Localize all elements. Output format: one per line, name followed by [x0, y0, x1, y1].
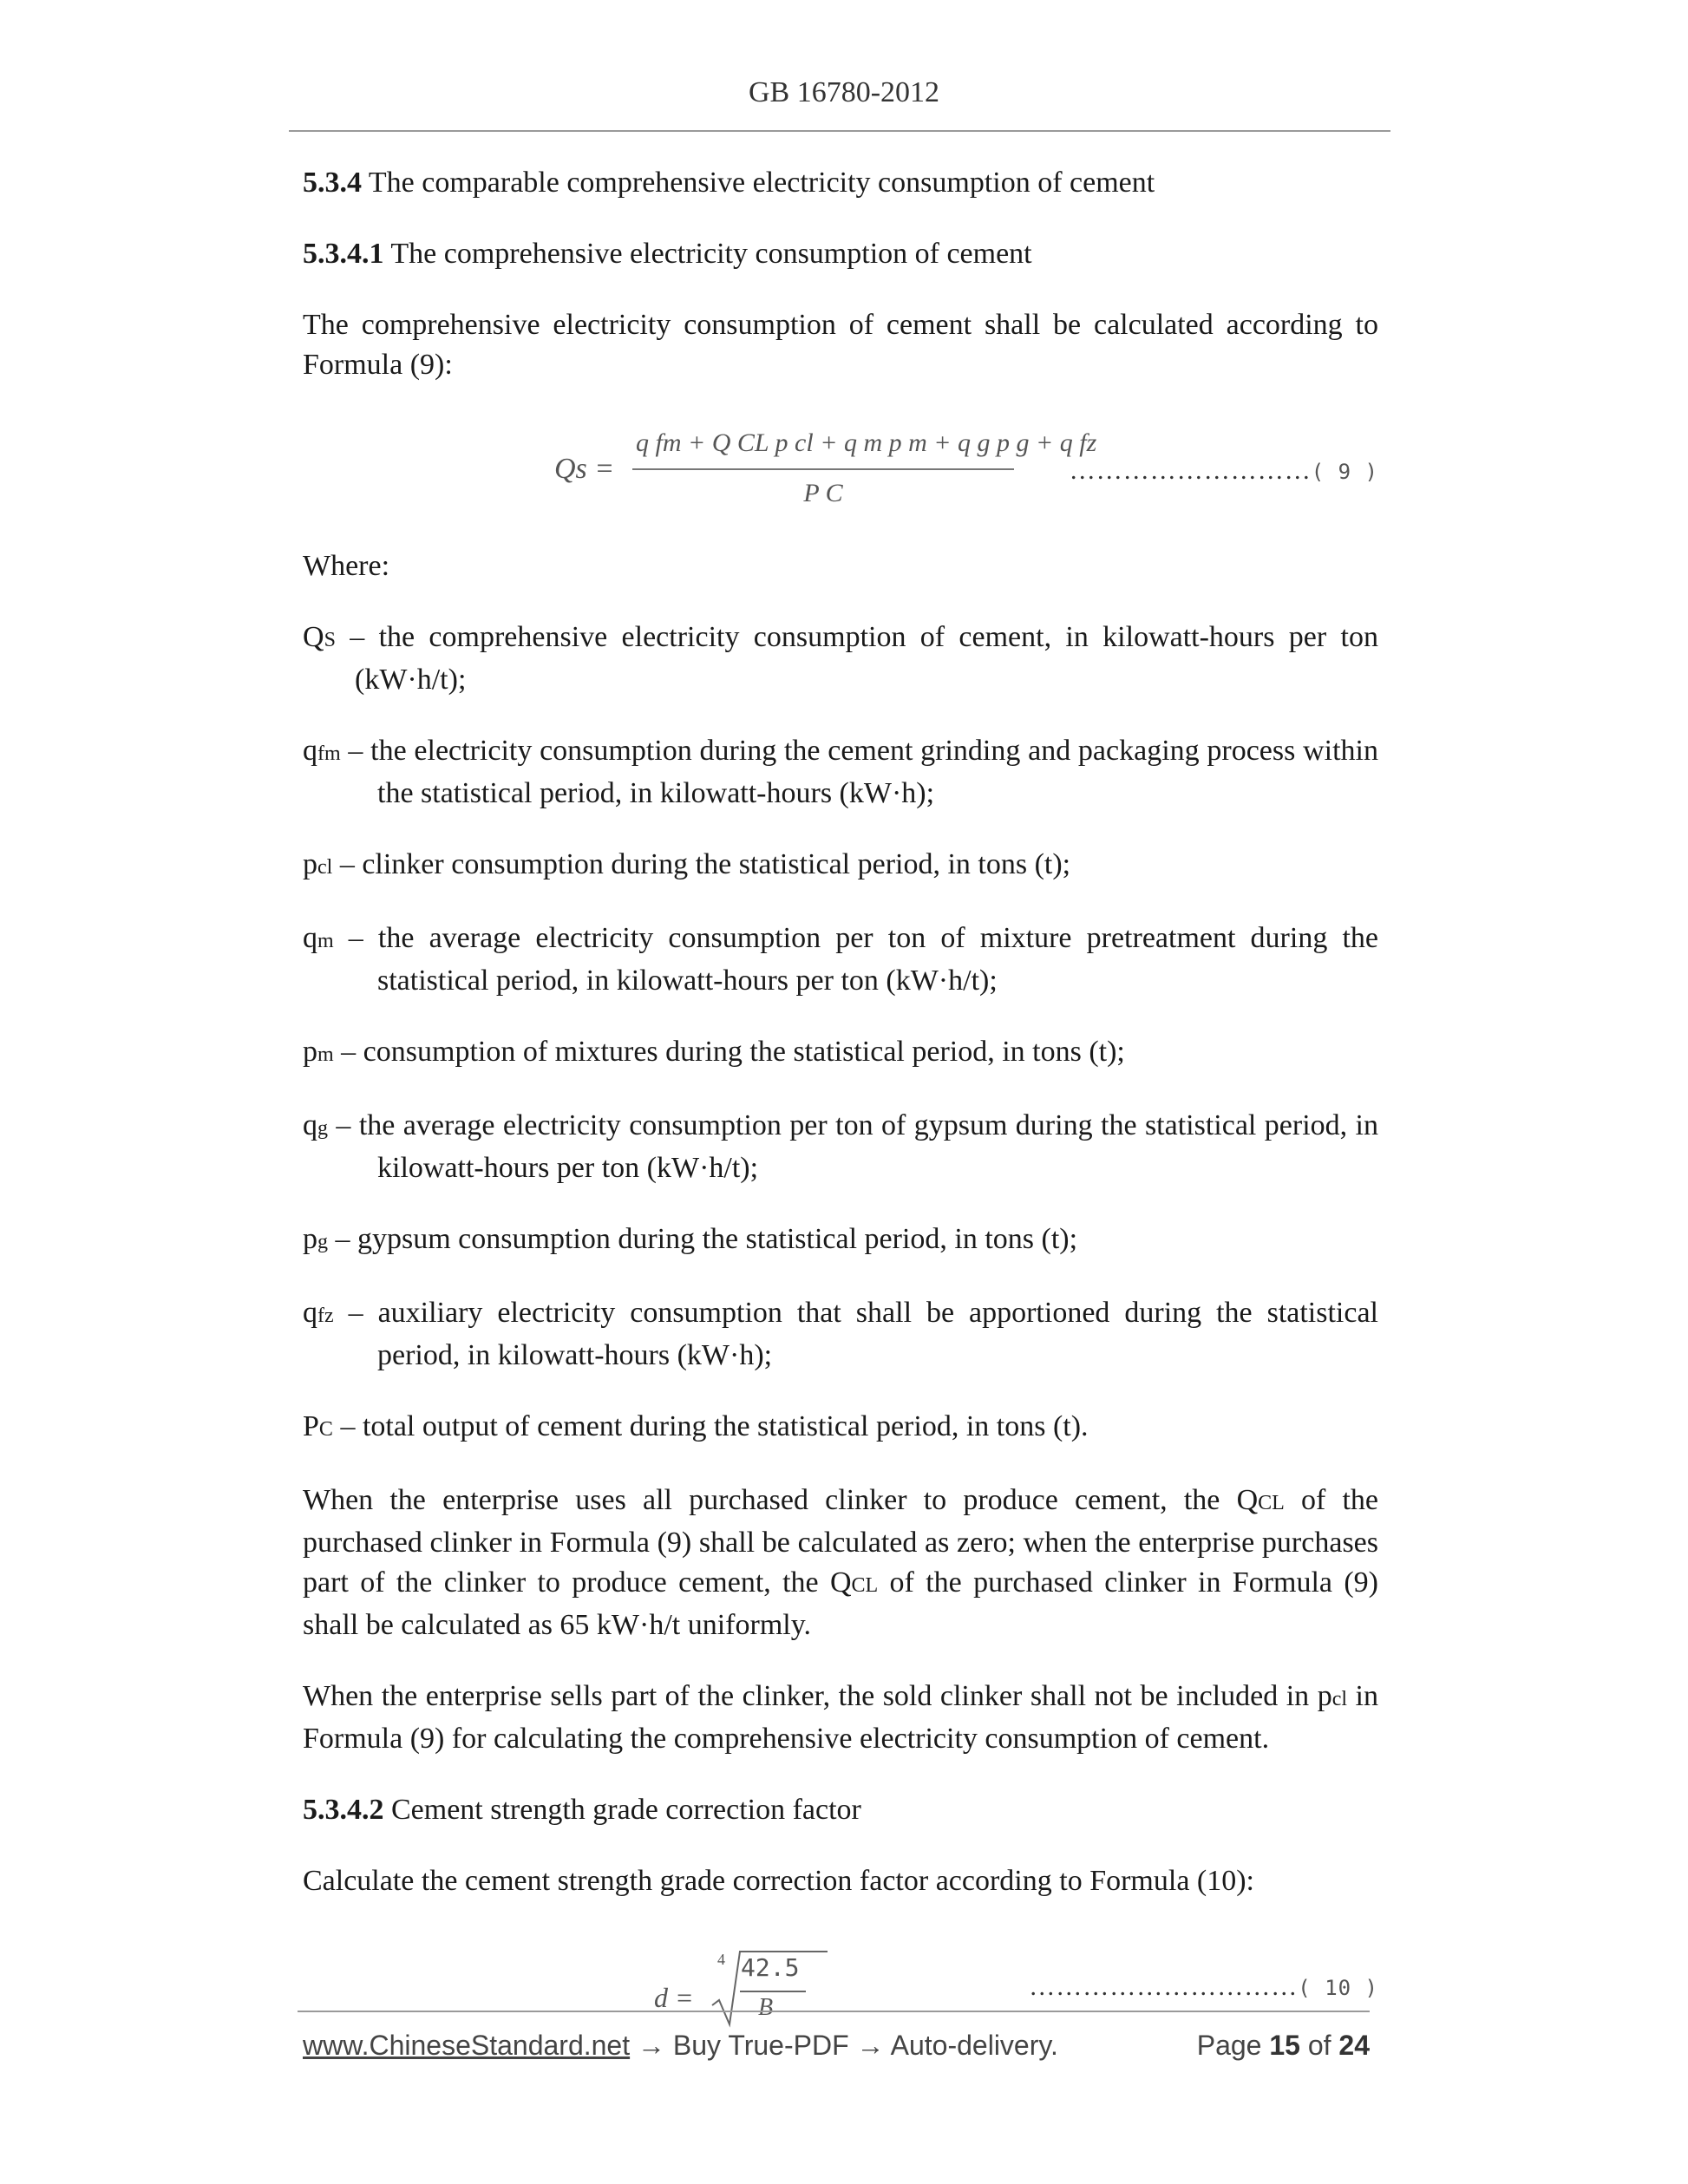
page-header: GB 16780-2012 [748, 76, 940, 108]
section-number: 5.3.4.1 [303, 238, 384, 270]
definition-qs [303, 618, 1378, 700]
subscript: CL [851, 1574, 879, 1597]
definition-text: – gypsum consumption during the statistical period, in tons (t); [328, 1223, 1078, 1255]
definition-text: – clinker consumption during the statistical period, in tons (t); [332, 848, 1071, 880]
formula-10-lhs: d = [654, 1982, 694, 2013]
symbol: p [303, 848, 317, 880]
symbol: q [303, 1109, 317, 1141]
root-denominator: B [758, 1994, 774, 2021]
paragraph-text: When the enterprise sells part of the clinker, the sold clinker shall not be included in p [303, 1680, 1332, 1712]
purchased-clinker-paragraph [303, 1481, 1378, 1645]
definition-pm [303, 1032, 1378, 1075]
symbol-subscript: C [318, 1418, 333, 1441]
definition-qg [303, 1106, 1378, 1188]
root-numerator: 42.5 [741, 1953, 800, 1982]
root-index: 4 [717, 1951, 725, 1968]
formula-9 [303, 416, 1378, 520]
page-indicator [1197, 2030, 1370, 2062]
chinesestandard-link[interactable]: www.ChineseStandard.net [303, 2030, 631, 2061]
definition-text: – consumption of mixtures during the statistical period, in tons (t); [333, 1036, 1125, 1068]
subscript: cl [1331, 1688, 1348, 1710]
subscript: CL [1258, 1492, 1285, 1514]
definition-qfz [303, 1293, 1378, 1376]
footer-delivery-text: → Auto-delivery. [856, 2030, 1058, 2061]
formula-9-fraction [632, 423, 1097, 513]
section-number: 5.3.4.2 [303, 1794, 384, 1826]
symbol: Q [303, 621, 324, 653]
intro-paragraph: The comprehensive electricity consumption of cement shall be calculated according to Formula (9): [303, 309, 1378, 381]
definition-qm [303, 919, 1378, 1001]
symbol-subscript: fz [317, 1305, 334, 1327]
formula-10 [303, 1932, 1378, 2037]
symbol-subscript: g [317, 1117, 328, 1140]
section-5-3-4-2-heading [303, 1790, 1378, 1830]
definition-qfm [303, 731, 1378, 814]
definition-text: – the average electricity consumption per ton of gypsum during the statistical period, in kilowatt-hours per ton (kW·h/t); [328, 1109, 1378, 1184]
section-5-3-4-heading [303, 163, 1378, 203]
symbol-subscript: g [317, 1231, 328, 1253]
symbol: q [303, 735, 317, 767]
page-number: 15 [1269, 2030, 1300, 2061]
leader-dots: ………………………… [1029, 1972, 1299, 2001]
paragraph-text: of the purchased clinker in Formula (9) shall be calculated as 65 kW·h/t uniformly. [303, 1566, 1378, 1641]
symbol-subscript: m [317, 930, 334, 952]
page-label: Page [1196, 2030, 1270, 2061]
symbol-subscript: cl [317, 856, 333, 879]
definition-text: – the average electricity consumption per ton of mixture pretreatment during the statistical period, in kilowatt-hours per ton (kW·h/t); [333, 922, 1378, 997]
definition-text: – the electricity consumption during the cement grinding and packaging process within the statistical period, in kilowatt-hours (kW·h); [340, 735, 1378, 809]
symbol: q [303, 1297, 317, 1329]
formula-9-numerator: q fm + Q CL p cl + q m p m + q g p g + q fz [632, 423, 1014, 470]
intro-formula-10: Calculate the cement strength grade correction factor according to Formula (10): [303, 1865, 1254, 1897]
formula-9-denominator: P C [803, 479, 843, 507]
sold-clinker-paragraph [303, 1677, 1378, 1759]
of-label: of [1299, 2030, 1339, 2061]
where-label: Where: [303, 550, 390, 582]
definition-text: – total output of cement during the statistical period, in tons (t). [332, 1410, 1089, 1442]
formula-10-leader [1029, 1967, 1378, 2008]
definition-pcl [303, 845, 1378, 887]
definition-pg [303, 1220, 1378, 1262]
symbol-subscript: S [324, 629, 336, 651]
symbol: p [303, 1223, 317, 1255]
paragraph-text: in Formula (9) for calculating the comprehensive electricity consumption of cement. [303, 1680, 1378, 1755]
formula-9-number: ( 9 ) [1311, 460, 1378, 484]
formula-10-number: ( 10 ) [1298, 1976, 1378, 2000]
footer-rule [298, 2011, 1370, 2012]
definition-text: – auxiliary electricity consumption that shall be apportioned during the statistical period, in kilowatt-hours (kW·h); [333, 1297, 1378, 1371]
formula-9-leader [1070, 451, 1378, 492]
page-footer [303, 2030, 1370, 2062]
footer-buy-text: → Buy True-PDF [630, 2030, 857, 2061]
section-5-3-4-1-heading [303, 234, 1378, 274]
section-title: Cement strength grade correction factor [391, 1794, 861, 1826]
formula-9-lhs: Qs = [554, 453, 615, 485]
symbol-subscript: fm [317, 742, 341, 765]
symbol-subscript: m [317, 1043, 334, 1066]
symbol: q [303, 922, 317, 954]
definition-text: – the comprehensive electricity consumption of cement, in kilowatt-hours per ton (kW·h/t); [335, 621, 1378, 696]
symbol: P [303, 1410, 319, 1442]
definition-pc [303, 1407, 1378, 1449]
paragraph-text: When the enterprise uses all purchased clinker to produce cement, the Q [303, 1484, 1259, 1516]
section-number: 5.3.4 [303, 167, 362, 199]
document-body [303, 163, 1378, 2063]
symbol: p [303, 1036, 317, 1068]
header-rule [289, 130, 1390, 132]
paragraph-text: of the purchased clinker in Formula (9) shall be calculated as zero; when the enterprise purchases part of the clinker to produce cement, the Q [303, 1484, 1378, 1599]
section-title: The comprehensive electricity consumption of cement [390, 238, 1032, 270]
section-title: The comparable comprehensive electricity consumption of cement [368, 167, 1155, 199]
leader-dots: ……………………… [1069, 456, 1312, 485]
page-total: 24 [1338, 2030, 1370, 2061]
